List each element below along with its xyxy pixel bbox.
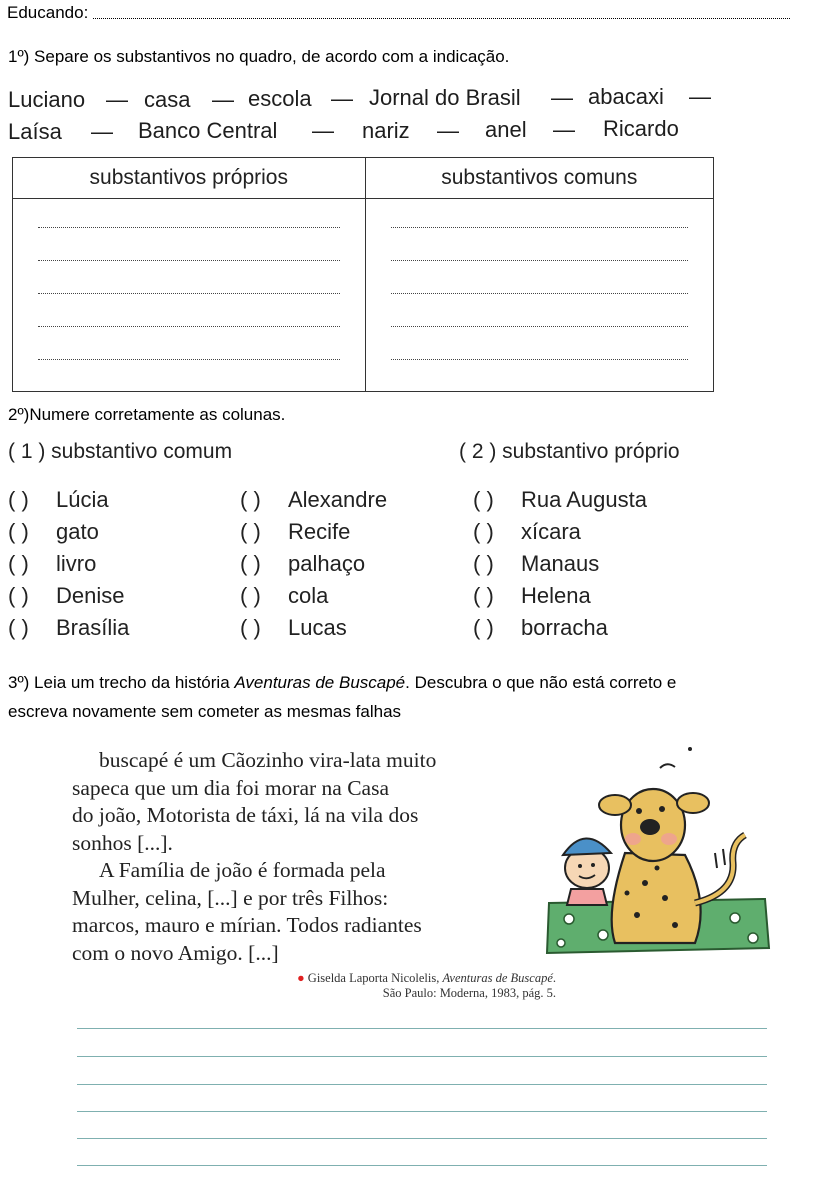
match-word: Helena xyxy=(521,583,591,608)
answer-line[interactable] xyxy=(38,259,340,261)
classification-table xyxy=(12,157,714,392)
answer-line[interactable] xyxy=(391,292,688,294)
word-dash: — xyxy=(437,118,459,143)
match-word: livro xyxy=(56,551,97,576)
student-name-field[interactable] xyxy=(93,4,790,19)
prompt-text: . Descubra o que não está correto e xyxy=(405,673,677,692)
match-word: borracha xyxy=(521,615,608,640)
question-3-prompt-line2: escreva novamente sem cometer as mesmas falhas xyxy=(8,702,402,721)
answer-parens[interactable]: ( ) xyxy=(8,583,29,608)
word-ricardo: Ricardo xyxy=(603,116,679,141)
answer-parens[interactable]: ( ) xyxy=(473,519,494,544)
prompt-text: 3º) Leia um trecho da história xyxy=(8,673,235,692)
match-item[interactable] xyxy=(240,551,387,583)
story-line: A Família de joão é formada pela xyxy=(99,858,386,882)
match-item[interactable] xyxy=(8,519,129,551)
word-jornal-do-brasil: Jornal do Brasil xyxy=(369,85,521,110)
match-column-2 xyxy=(240,487,387,647)
story-line: sapeca que um dia foi morar na Casa xyxy=(72,775,389,800)
word-dash: — xyxy=(312,118,334,143)
match-item[interactable] xyxy=(240,519,387,551)
word-dash: — xyxy=(689,84,711,109)
writing-line[interactable] xyxy=(77,1028,767,1029)
match-column-3 xyxy=(473,487,647,647)
match-word: Lúcia xyxy=(56,487,109,512)
story-line: marcos, mauro e mírian. Todos radiantes xyxy=(72,913,422,937)
match-word: Recife xyxy=(288,519,351,544)
proper-nouns-answer-cell[interactable] xyxy=(13,199,366,392)
citation-line-2: São Paulo: Moderna, 1983, pág. 5. xyxy=(382,986,556,1000)
answer-line[interactable] xyxy=(38,292,340,294)
answer-line[interactable] xyxy=(391,325,688,327)
writing-line[interactable] xyxy=(77,1056,767,1057)
word-anel: anel xyxy=(485,117,527,142)
answer-parens[interactable]: ( ) xyxy=(240,519,261,544)
word-casa: casa xyxy=(144,87,191,112)
match-word: Alexandre xyxy=(288,487,388,512)
answer-line[interactable] xyxy=(391,358,688,360)
answer-parens[interactable]: ( ) xyxy=(8,551,29,576)
answer-line[interactable] xyxy=(391,259,688,261)
answer-parens[interactable]: ( ) xyxy=(240,551,261,576)
word-dash: — xyxy=(212,87,234,112)
match-word: Manaus xyxy=(521,551,600,576)
story-excerpt xyxy=(72,747,436,967)
header-common-nouns: substantivos comuns xyxy=(365,158,713,199)
answer-line[interactable] xyxy=(38,226,340,228)
answer-parens[interactable]: ( ) xyxy=(473,487,494,512)
match-word: xícara xyxy=(521,519,581,544)
citation-title: Aventuras de Buscapé xyxy=(442,971,553,985)
word-abacaxi: abacaxi xyxy=(588,84,664,109)
word-luciano: Luciano xyxy=(8,87,86,112)
match-word: Denise xyxy=(56,583,125,608)
bullet-icon: ● xyxy=(297,971,305,985)
match-word: cola xyxy=(288,583,329,608)
match-word: palhaço xyxy=(288,551,366,576)
citation-line-1 xyxy=(248,971,556,986)
writing-line[interactable] xyxy=(77,1138,767,1139)
match-item[interactable] xyxy=(473,615,647,647)
boy-and-dog-illustration xyxy=(545,743,773,958)
story-line: Mulher, celina, [...] e por três Filhos: xyxy=(72,885,389,910)
match-word: Rua Augusta xyxy=(521,487,647,512)
citation xyxy=(248,971,556,1001)
answer-parens[interactable]: ( ) xyxy=(473,551,494,576)
match-item[interactable] xyxy=(473,583,647,615)
student-name-label: Educando: xyxy=(7,3,89,22)
word-dash: — xyxy=(553,117,575,142)
answer-line[interactable] xyxy=(391,226,688,228)
header-proper-nouns: substantivos próprios xyxy=(13,158,366,199)
answer-parens[interactable]: ( ) xyxy=(240,583,261,608)
match-word: gato xyxy=(56,519,99,544)
answer-line[interactable] xyxy=(38,325,340,327)
match-item[interactable] xyxy=(8,551,129,583)
word-dash: — xyxy=(106,87,128,112)
common-nouns-answer-cell[interactable] xyxy=(365,199,713,392)
answer-parens[interactable]: ( ) xyxy=(8,519,29,544)
match-item[interactable] xyxy=(240,583,387,615)
word-banco-central: Banco Central xyxy=(138,118,278,143)
match-column-1 xyxy=(8,487,129,647)
question-3-prompt xyxy=(8,673,676,693)
match-item[interactable] xyxy=(8,583,129,615)
match-word: Brasília xyxy=(56,615,130,640)
question-2-prompt: 2º)Numere corretamente as colunas. xyxy=(8,405,286,424)
match-item[interactable] xyxy=(8,487,129,519)
story-line: buscapé é um Cãozinho vira-lata muito xyxy=(99,748,437,772)
answer-parens[interactable]: ( ) xyxy=(473,615,494,640)
match-item[interactable] xyxy=(240,487,387,519)
story-line: com o novo Amigo. [...] xyxy=(72,940,279,965)
word-nariz: nariz xyxy=(362,118,410,143)
book-title: Aventuras de Buscapé xyxy=(234,673,406,692)
answer-parens[interactable]: ( ) xyxy=(240,615,261,640)
key-common-noun: ( 1 ) substantivo comum xyxy=(8,440,233,463)
answer-parens[interactable]: ( ) xyxy=(8,487,29,512)
word-escola: escola xyxy=(248,86,312,111)
match-item[interactable] xyxy=(473,487,647,519)
match-item[interactable] xyxy=(473,519,647,551)
word-laisa: Laísa xyxy=(8,119,62,144)
citation-author: Giselda Laporta Nicolelis, xyxy=(307,971,443,985)
question-1-prompt: 1º) Separe os substantivos no quadro, de acordo com a indicação. xyxy=(8,47,510,66)
match-item[interactable] xyxy=(240,615,387,647)
word-dash: — xyxy=(551,85,573,110)
writing-line[interactable] xyxy=(77,1111,767,1112)
match-item[interactable] xyxy=(473,551,647,583)
answer-parens[interactable]: ( ) xyxy=(8,615,29,640)
answer-line[interactable] xyxy=(38,358,340,360)
match-word: Lucas xyxy=(288,615,347,640)
citation-punct: . xyxy=(552,971,556,985)
writing-line[interactable] xyxy=(77,1084,767,1085)
match-item[interactable] xyxy=(8,615,129,647)
answer-parens[interactable]: ( ) xyxy=(240,487,261,512)
word-dash: — xyxy=(331,86,353,111)
story-line: sonhos [...]. xyxy=(72,830,173,855)
story-line: do joão, Motorista de táxi, lá na vila dos xyxy=(72,803,419,827)
answer-parens[interactable]: ( ) xyxy=(473,583,494,608)
word-dash: — xyxy=(91,119,113,144)
writing-line[interactable] xyxy=(77,1165,767,1166)
key-proper-noun: ( 2 ) substantivo próprio xyxy=(459,440,680,463)
